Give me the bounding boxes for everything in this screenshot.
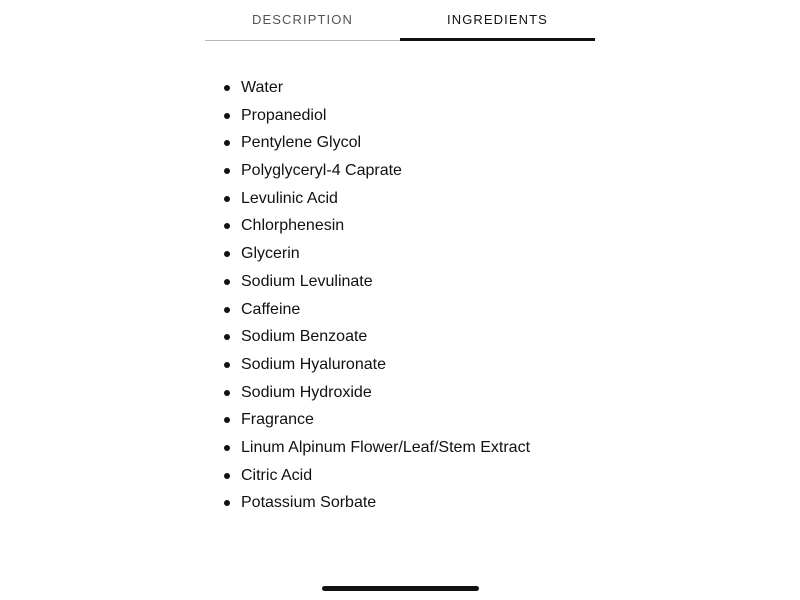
- tab-description[interactable]: DESCRIPTION: [252, 12, 353, 27]
- ingredient-item: Glycerin: [210, 240, 530, 268]
- ingredients-list: [210, 74, 530, 517]
- ingredient-item: Sodium Benzoate: [210, 323, 530, 351]
- ingredient-item: Potassium Sorbate: [210, 489, 530, 517]
- ingredient-item: Chlorphenesin: [210, 212, 530, 240]
- ingredient-item: Polyglyceryl-4 Caprate: [210, 157, 530, 185]
- home-indicator[interactable]: [322, 586, 479, 591]
- tab-ingredients[interactable]: INGREDIENTS: [400, 0, 595, 41]
- ingredient-item: Sodium Hydroxide: [210, 379, 530, 407]
- ingredient-item: Sodium Hyaluronate: [210, 351, 530, 379]
- ingredient-item: Pentylene Glycol: [210, 129, 530, 157]
- ingredient-item: Sodium Levulinate: [210, 268, 530, 296]
- ingredient-item: Water: [210, 74, 530, 102]
- ingredient-item: Levulinic Acid: [210, 185, 530, 213]
- ingredient-item: Propanediol: [210, 102, 530, 130]
- ingredient-item: Caffeine: [210, 296, 530, 324]
- product-tabs: [205, 0, 595, 41]
- ingredient-item: Citric Acid: [210, 462, 530, 490]
- ingredient-item: Linum Alpinum Flower/Leaf/Stem Extract: [210, 434, 530, 462]
- ingredient-item: Fragrance: [210, 406, 530, 434]
